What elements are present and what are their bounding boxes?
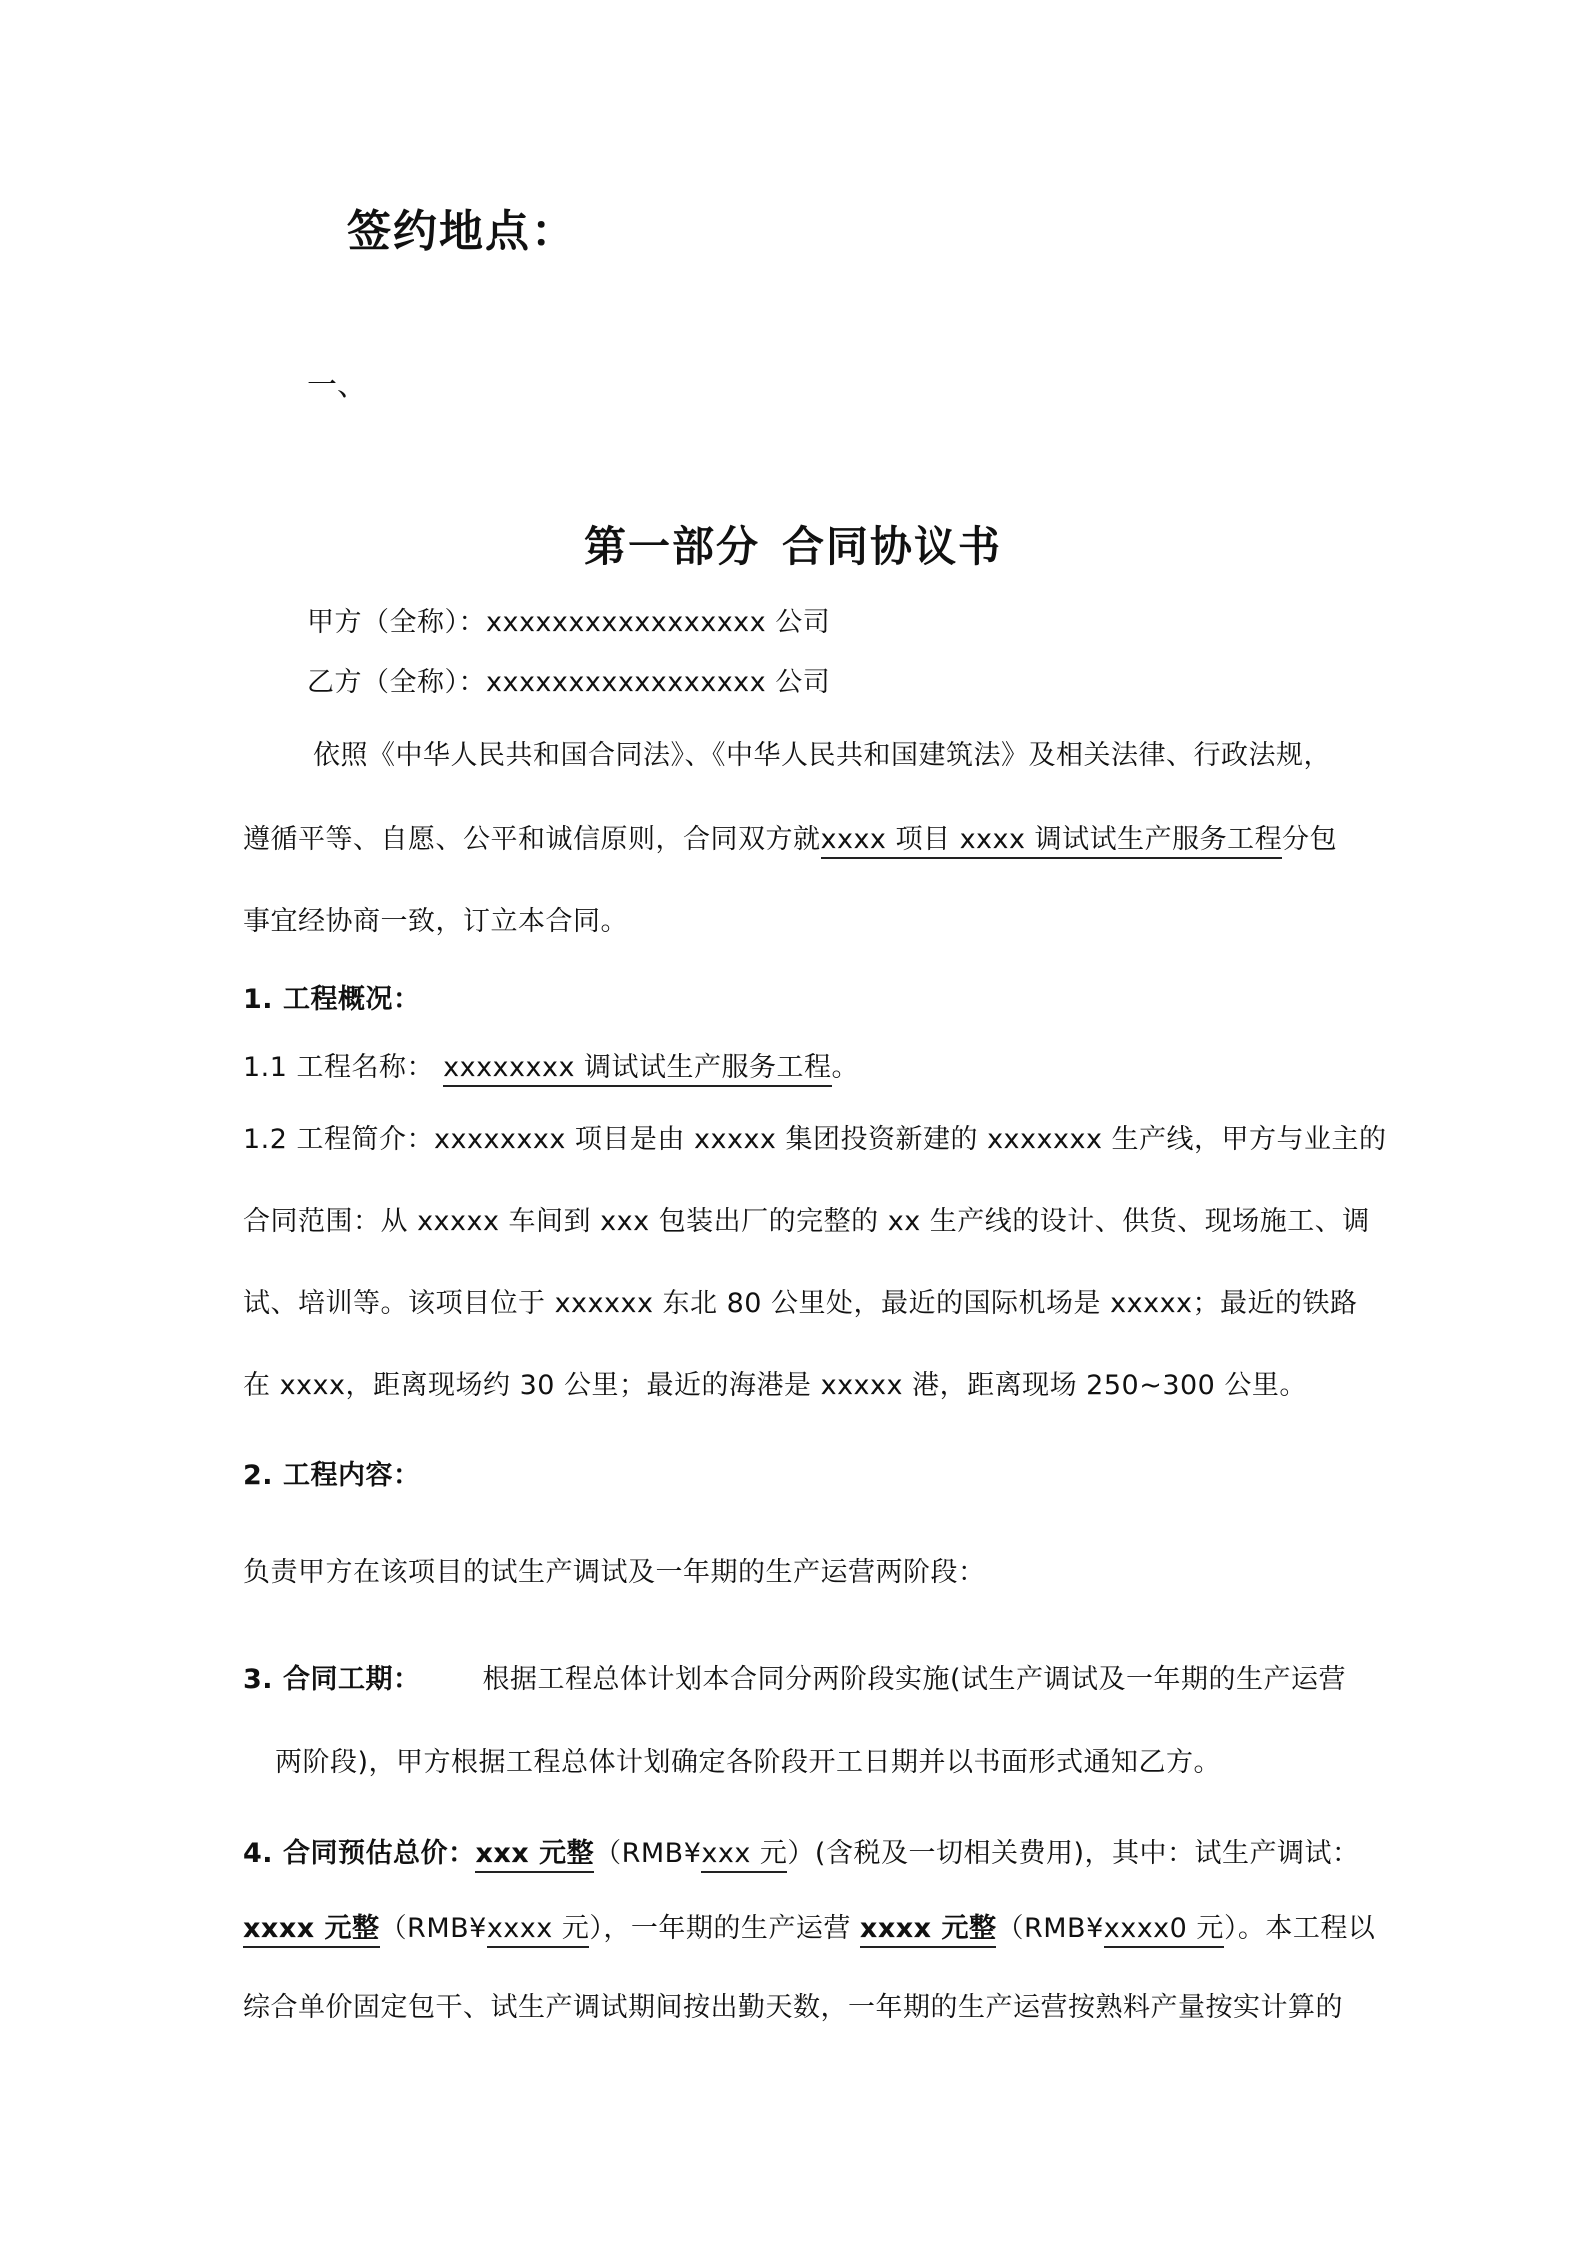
page-title	[0, 514, 1586, 574]
total-price: xxx 元整	[475, 1838, 594, 1873]
preamble-line-3: 事宜经协商一致，订立本合同。	[243, 906, 628, 937]
preamble-line-1: 依照《中华人民共和国合同法》、《中华人民共和国建筑法》及相关法律、行政法规，	[313, 740, 1331, 771]
signing-place-label: 签约地点：	[347, 206, 577, 257]
section-3-text: 根据工程总体计划本合同分两阶段实施(试生产调试及一年期的生产运营	[482, 1664, 1346, 1695]
project-name-underlined: xxxx 项目 xxxx 调试试生产服务工程	[821, 824, 1283, 859]
section-1-heading: 1. 工程概况：	[243, 984, 421, 1015]
rmb-prefix: （RMB¥	[996, 1913, 1104, 1944]
party-a-label: 甲方（全称）：	[307, 607, 486, 638]
ops-price: xxxx 元整	[860, 1913, 997, 1948]
ops-price-rmb: xxxx0 元	[1104, 1913, 1224, 1948]
project-name-end: 。	[831, 1052, 860, 1083]
project-intro-line-2: 合同范围：从 xxxxx 车间到 xxx 包装出厂的完整的 xx 生产线的设计、供货、现场施工、调	[243, 1206, 1370, 1237]
party-b-line	[307, 665, 830, 701]
section-4-line-2	[243, 1911, 1375, 1947]
party-a-name: xxxxxxxxxxxxxxxxx 公司	[486, 607, 831, 638]
section-3-heading: 3. 合同工期：	[243, 1664, 421, 1695]
section-3-line-1	[243, 1662, 1346, 1698]
project-name-value: xxxxxxxx 调试试生产服务工程	[443, 1052, 831, 1087]
project-name-label: 1.1 工程名称：	[243, 1052, 435, 1083]
section-4-mid-text: ），一年期的生产运营	[589, 1913, 851, 1944]
title-name: 合同协议书	[782, 522, 1003, 571]
section-4-line-3: 综合单价固定包干、试生产调试期间按出勤天数，一年期的生产运营按熟料产量按实计算的	[243, 1992, 1343, 2023]
preamble-text-end: 分包	[1282, 824, 1338, 855]
trial-price: xxxx 元整	[243, 1913, 380, 1948]
total-price-rmb: xxx 元	[701, 1838, 787, 1873]
project-intro-line-1: 1.2 工程简介：xxxxxxxx 项目是由 xxxxx 集团投资新建的 xxxxxxx 生产线，甲方与业主的	[243, 1124, 1387, 1155]
title-part: 第一部分	[583, 522, 760, 571]
party-b-label: 乙方（全称）：	[307, 667, 486, 698]
project-intro-line-3: 试、培训等。该项目位于 xxxxxx 东北 80 公里处，最近的国际机场是 xxxxx；最近的铁路	[243, 1288, 1358, 1319]
section-2-text: 负责甲方在该项目的试生产调试及一年期的生产运营两阶段：	[243, 1557, 986, 1588]
preamble-text: 遵循平等、自愿、公平和诚信原则，合同双方就	[243, 824, 821, 855]
rmb-prefix: （RMB¥	[379, 1913, 487, 1944]
trial-price-rmb: xxxx 元	[487, 1913, 590, 1948]
party-b-name: xxxxxxxxxxxxxxxxx 公司	[486, 667, 831, 698]
project-name-line	[243, 1050, 859, 1086]
section-4-line-1-tail: ）(含税及一切相关费用)，其中：试生产调试：	[787, 1838, 1360, 1869]
preamble-line-2	[243, 822, 1337, 858]
section-4-heading: 4. 合同预估总价：	[243, 1838, 476, 1869]
section-4-line-1	[243, 1836, 1359, 1872]
section-4-line-2-tail: ）。本工程以	[1223, 1913, 1376, 1944]
section-numeral: 一、	[307, 368, 367, 403]
party-a-line	[307, 605, 830, 641]
section-3-line-2: 两阶段)，甲方根据工程总体计划确定各阶段开工日期并以书面形式通知乙方。	[275, 1747, 1222, 1778]
section-2-heading: 2. 工程内容：	[243, 1460, 421, 1491]
rmb-prefix: （RMB¥	[594, 1838, 702, 1869]
project-intro-line-4: 在 xxxx，距离现场约 30 公里；最近的海港是 xxxxx 港，距离现场 250~300 公里。	[243, 1370, 1307, 1401]
